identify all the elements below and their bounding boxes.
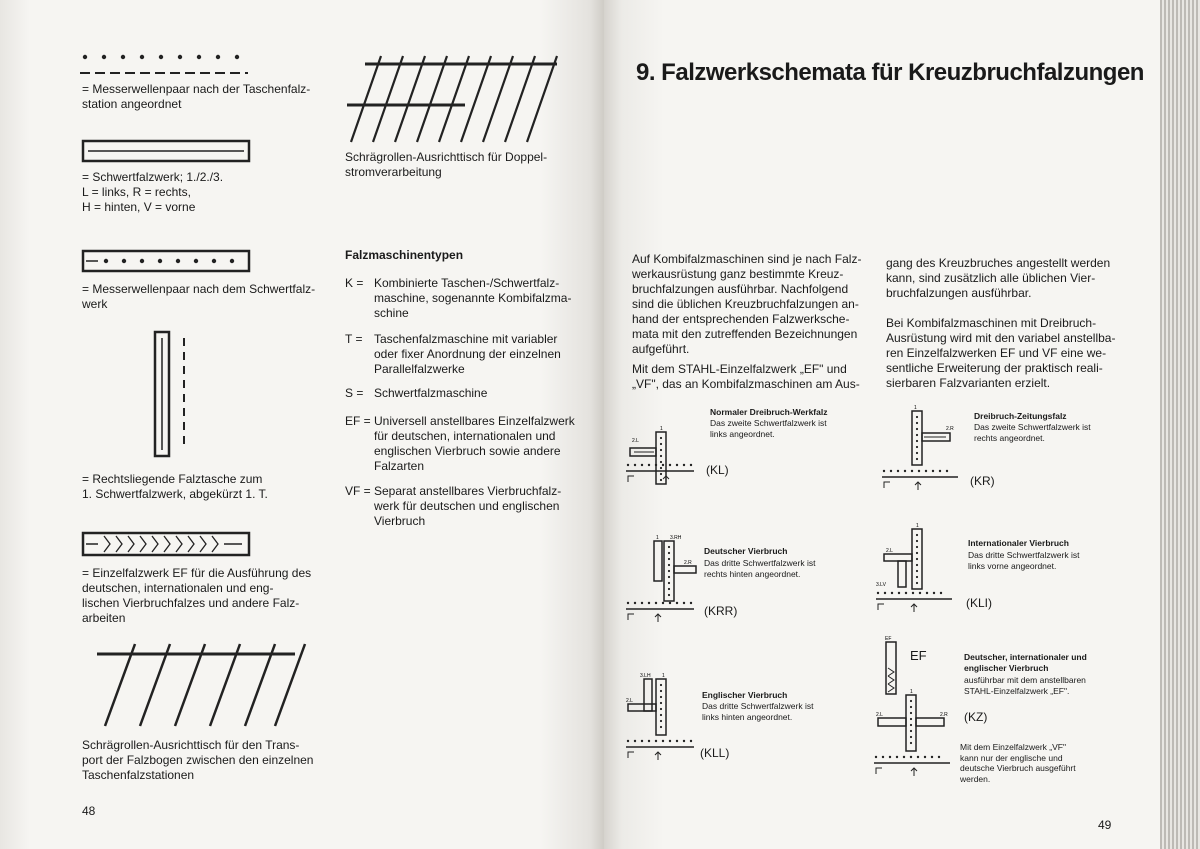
scheme-label: 2.L <box>632 438 639 444</box>
knife-shaft-pair-symbol <box>80 50 260 80</box>
scheme-code: (KL) <box>706 463 729 477</box>
machine-type-key: S = <box>345 386 364 400</box>
scheme-krr-diagram <box>628 534 708 604</box>
machine-type-text: Taschenfalzmaschine mit variabler oder fixer Anordnung der einzelnen Parallelfalzwerke <box>374 332 561 376</box>
scheme-desc: Das dritte Schwertfalzwerk ist links hinten angeordnet. <box>702 701 814 722</box>
scheme-desc: ausführbar mit dem anstellbaren STAHL-Einzelfalzwerk „EF". <box>964 675 1086 696</box>
scheme-code: (KR) <box>970 474 995 488</box>
machine-types-heading: Falzmaschinentypen <box>345 248 464 262</box>
legend-skew-roller-double: Schrägrollen-Ausrichttisch für Doppel- stromverarbeitung <box>345 150 548 179</box>
scheme-label: 3.RH <box>670 535 682 541</box>
scheme-kll-baseline <box>626 738 706 762</box>
intro-paragraph-left: Auf Kombifalzmaschinen sind je nach Falz- werkausrüstung ganz bestimmte Kreuz- bruchfalzungen ausführbar. Nachfolgend sind die üblichen Kreuzbruchfalzungen an- hand der entsprechenden Falzwerksche- mata mit den zutreffenden Bezeichnungen aufgeführt. <box>632 252 862 356</box>
ef-label: EF <box>910 648 927 663</box>
scheme-label: 2.R <box>940 712 948 718</box>
machine-type-text: Schwertfalzmaschine <box>374 386 488 400</box>
scheme-kl-baseline <box>626 462 696 486</box>
intro-paragraph-right-2: Bei Kombifalzmaschinen mit Dreibruch- Ausrüstung wird mit den variabel anstellba- ren Einzelfalzwerken EF und VF eine we- sentliche Erweiterung der praktisch reali- sierbaren Falzvarianten erzielt. <box>886 316 1116 390</box>
legend-knife-shaft-after-pocket: = Messerwellenpaar nach der Taschenfalz- station angeordnet <box>82 82 311 111</box>
scheme-kll-diagram <box>624 672 704 742</box>
machine-type-key: VF = <box>345 484 371 498</box>
legend-skew-roller-transport: Schrägrollen-Ausrichttisch für den Trans- port der Falzbogen zwischen den einzelnen Taschenfalzstationen <box>82 738 314 782</box>
scheme-desc: Das dritte Schwertfalzwerk ist rechts hinten angeordnet. <box>704 558 816 579</box>
machine-type-text: Separat anstellbares Vierbruchfalz- werk für deutschen und englischen Vierbruch <box>374 484 562 528</box>
legend-knife-shaft-after-buckle: = Messerwellenpaar nach dem Schwertfalz- werk <box>82 282 316 311</box>
buckle-folder-symbol <box>82 140 252 164</box>
legend-buckle-folder: = Schwertfalzwerk; 1./2./3. L = links, R = rechts, H = hinten, V = vorne <box>82 170 224 214</box>
scheme-label: 1 <box>656 535 659 541</box>
machine-type-text: Kombinierte Taschen-/Schwertfalz- maschine, sogenannte Kombifalzma- schine <box>374 276 572 320</box>
scheme-title: Dreibruch-Zeitungsfalz <box>974 411 1067 421</box>
scheme-code: (KLL) <box>700 746 730 760</box>
scheme-desc: Das zweite Schwertfalzwerk ist rechts angeordnet. <box>974 422 1091 443</box>
double-stream-roller-table-symbol <box>345 50 565 150</box>
page-title: 9. Falzwerkschemata für Kreuzbruchfalzungen <box>636 59 1144 86</box>
skew-roller-table-symbol <box>95 640 305 730</box>
scheme-label: 2.L <box>876 712 883 718</box>
scheme-kr-diagram <box>882 404 972 474</box>
scheme-label: 3.LV <box>876 582 886 588</box>
right-page <box>604 0 1172 849</box>
legend-fold-pocket: = Rechtsliegende Falztasche zum 1. Schwertfalzwerk, abgekürzt 1. T. <box>82 472 268 501</box>
scheme-title: Englischer Vierbruch <box>702 690 788 700</box>
scheme-code: (KZ) <box>964 710 988 724</box>
scheme-desc: Das zweite Schwertfalzwerk ist links angeordnet. <box>710 418 827 439</box>
scheme-title: Deutscher Vierbruch <box>704 546 788 556</box>
scheme-label: 3.LH <box>640 673 651 679</box>
scheme-label: 1 <box>662 673 665 679</box>
scheme-label: EF <box>885 636 892 642</box>
scheme-kz-baseline <box>874 754 954 778</box>
scheme-title: Deutscher, internationaler und englischer Vierbruch <box>964 652 1087 673</box>
scheme-label: 1 <box>660 426 663 432</box>
scheme-label: 1 <box>916 523 919 529</box>
scheme-krr-baseline <box>626 600 706 624</box>
scheme-label: 2.R <box>684 560 692 566</box>
page-number: 49 <box>1098 818 1112 832</box>
fold-pocket-symbol <box>150 330 200 460</box>
intro-paragraph-left-2: Mit dem STAHL-Einzelfalzwerk „EF" und „VF", das an Kombifalzmaschinen am Aus- <box>632 362 860 391</box>
scheme-code: (KRR) <box>704 604 738 618</box>
machine-type-key: K = <box>345 276 364 290</box>
scheme-kz-diagram <box>872 688 962 758</box>
scheme-label: 1 <box>910 689 913 695</box>
knife-shaft-after-buckle-symbol <box>82 250 252 274</box>
machine-type-key: T = <box>345 332 363 346</box>
page-number: 48 <box>82 804 96 818</box>
machine-type-key: EF = <box>345 414 371 428</box>
machine-type-text: Universell anstellbares Einzelfalzwerk für deutschen, internationalen und englischen Vierbruch sowie andere Falzarten <box>374 414 575 473</box>
intro-paragraph-right: gang des Kreuzbruches angestellt werden kann, sind zusätzlich alle üblichen Vier- bruchfalzungen ausführbar. <box>886 256 1111 300</box>
scheme-kli-diagram <box>874 522 954 592</box>
single-fold-unit-symbol <box>82 532 252 558</box>
scheme-label: 2.R <box>946 426 954 432</box>
scheme-label: 2.L <box>626 698 633 704</box>
scheme-kli-baseline <box>876 590 956 614</box>
scheme-kr-baseline <box>882 468 962 492</box>
scheme-title: Internationaler Vierbruch <box>968 538 1069 548</box>
scheme-title: Normaler Dreibruch-Werkfalz <box>710 407 828 417</box>
legend-single-fold-unit: = Einzelfalzwerk EF für die Ausführung des deutschen, internationalen und eng- lischen Vierbruchfalzes und andere Falz- arbeiten <box>82 566 312 625</box>
scheme-label: 1 <box>914 405 917 411</box>
scheme-code: (KLI) <box>966 596 993 610</box>
vf-note: Mit dem Einzelfalzwerk „VF" kann nur der englische und deutsche Vierbruch ausgeführt werden. <box>960 742 1076 784</box>
page-edges <box>1160 0 1200 849</box>
scheme-desc: Das dritte Schwertfalzwerk ist links vorne angeordnet. <box>968 550 1080 571</box>
scheme-label: 2.L <box>886 548 893 554</box>
